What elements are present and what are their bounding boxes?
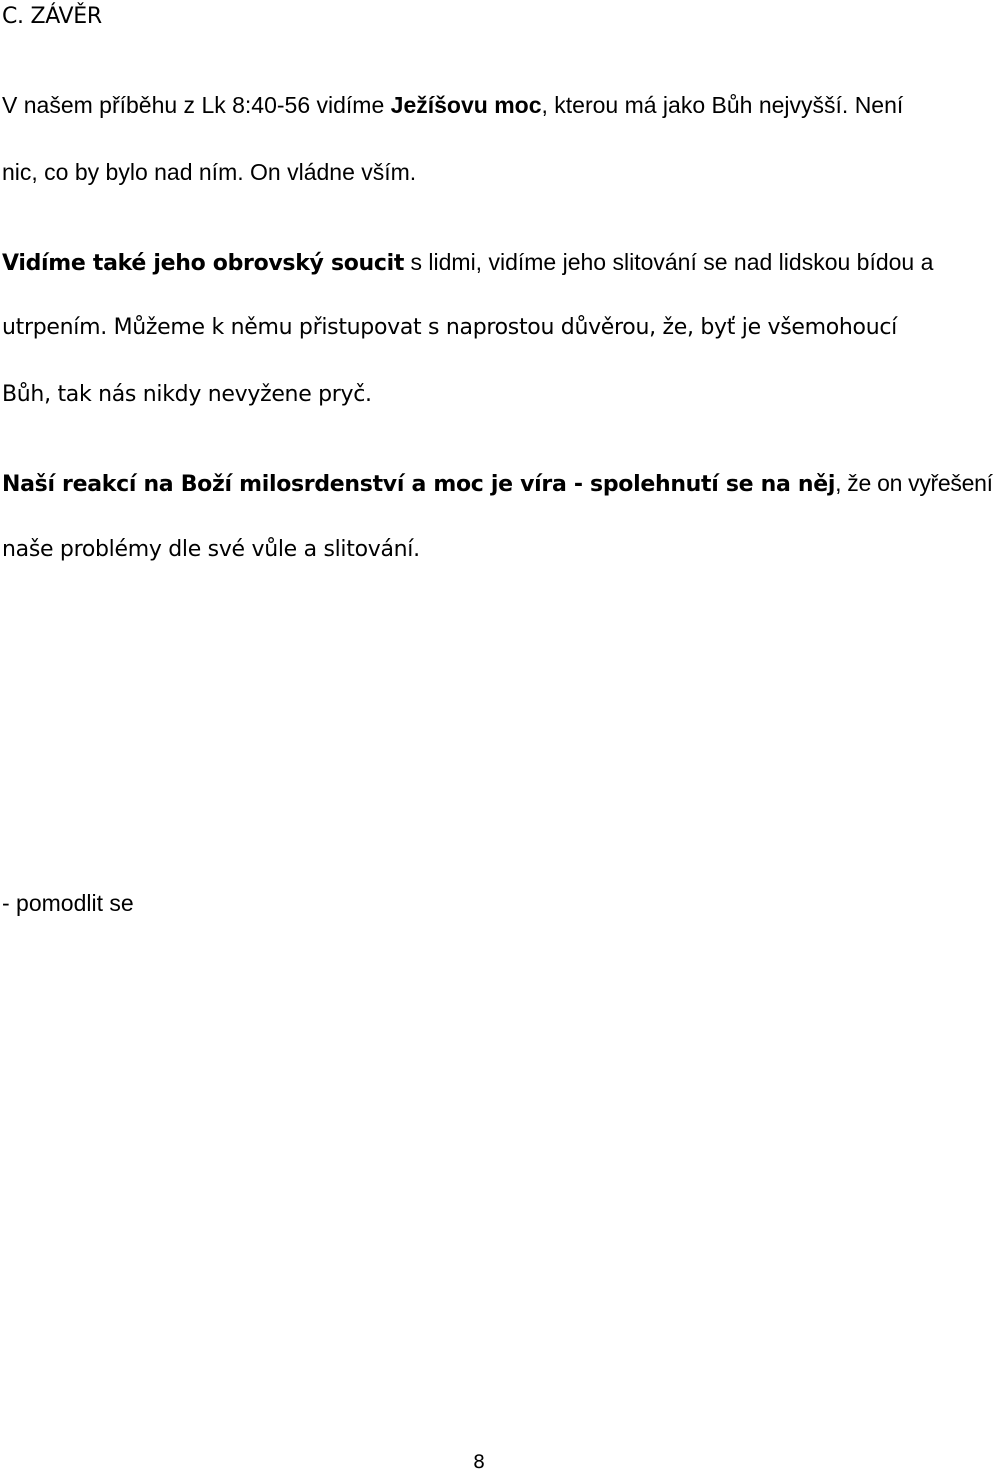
bold-text-span: Naší reakcí na Boží milosrdenství a moc je víra - spolehnutí se na něj <box>2 472 836 497</box>
text-span: s lidmi, vidíme jeho slitování se nad lidskou bídou a <box>404 249 934 275</box>
paragraph-1-line-1 <box>2 90 903 120</box>
section-heading: C. ZÁVĚR <box>2 4 102 29</box>
paragraph-2-line-1 <box>2 247 933 279</box>
paragraph-2-line-2: utrpením. Můžeme k němu přistupovat s naprostou důvěrou, že, byť je všemohoucí <box>2 315 897 340</box>
paragraph-2-line-3: Bůh, tak nás nikdy nevyžene pryč. <box>2 382 372 407</box>
page-number: 8 <box>473 1451 486 1473</box>
bold-text-span: Ježíšovu moc <box>390 92 542 118</box>
text-span: V našem příběhu z Lk 8:40-56 vidíme <box>2 92 391 118</box>
paragraph-1-line-2: nic, co by bylo nad ním. On vládne vším. <box>2 159 417 185</box>
text-span: , že on vyřešení <box>835 470 993 496</box>
text-span: , kterou má jako Bůh nejvyšší. Není <box>541 92 904 118</box>
paragraph-3-line-2: naše problémy dle své vůle a slitování. <box>2 537 420 562</box>
closing-note: - pomodlit se <box>2 890 134 916</box>
paragraph-3-line-1 <box>2 468 993 500</box>
bold-text-span: Vidíme také jeho obrovský soucit <box>2 251 405 276</box>
